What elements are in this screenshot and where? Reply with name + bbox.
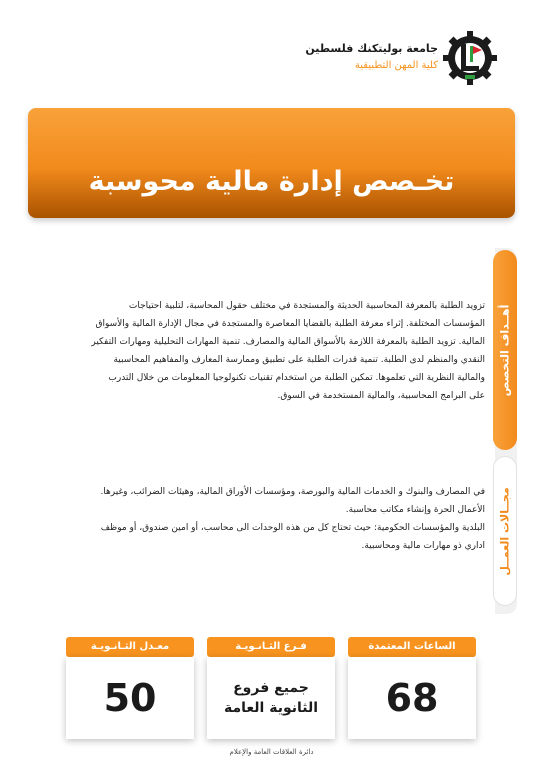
goals-line: المالية. تزويد الطلبة بالمعرفة اللازمة بالأسواق المالية والمصارف. تنمية المهارات التحليلية ومهارات التفكير xyxy=(91,337,485,347)
page-title: تخـصص إدارة مالية محوسبة xyxy=(88,166,455,197)
college-name: كلية المهن التطبيقية xyxy=(354,60,438,71)
secondary-branch-line1: جميع فروع xyxy=(233,680,309,696)
secondary-average-card xyxy=(66,657,194,739)
university-name: جامعة بوليتكنك فلسطين xyxy=(305,42,438,55)
tab-fields-label: مجــالات العمــل xyxy=(498,486,512,576)
secondary-average-value: 50 xyxy=(103,676,157,720)
goals-paragraph xyxy=(91,297,485,405)
secondary-branch-card xyxy=(207,657,335,739)
tab-goals xyxy=(493,250,517,450)
goals-line: والمالية النظرية التي تعلموها. تمكين الطلبة من استخدام تقنيات تكنولوجيا المعلومات من خلال التدرب xyxy=(108,373,485,383)
title-banner xyxy=(28,108,515,218)
credit-hours-value: 68 xyxy=(385,676,439,720)
fields-line: البلدية والمؤسسات الحكومية: حيث تحتاج كل من هذه الوحدات الى محاسب، أو امين صندوق، أو موظف xyxy=(100,523,485,533)
secondary-branch-line2: الثانوية العامة xyxy=(223,700,319,716)
goals-line: على البرامج المحاسبية، والمالية المستخدمة في السوق. xyxy=(277,391,485,401)
secondary-branch-label: فـرع الثـانـويـة xyxy=(207,637,335,657)
tab-goals-label: أهــداف التخصص xyxy=(498,304,512,396)
credit-hours-card xyxy=(348,657,476,739)
goals-line: المؤسسات المختلفة. إثراء معرفة الطلبة بالقضايا المعاصرة والمستجدة في مجال الإدارة المالية والأسواق xyxy=(95,319,485,329)
goals-line: تزويد الطلبة بالمعرفة المحاسبية الحديثة والمستجدة في مختلف حقول المحاسبة، لتلبية احتياجات xyxy=(128,301,485,311)
fields-line: اداري ذو مهارات مالية ومحاسبية. xyxy=(361,541,485,551)
tab-fields xyxy=(493,456,517,606)
secondary-average-label: معـدل الثـانـويـة xyxy=(66,637,194,657)
fields-line: في المصارف والبنوك و الخدمات المالية والبورصة، ومؤسسات الأوراق المالية، وهيئات الضرائب، وغيرها. xyxy=(100,487,485,497)
gear-logo-icon xyxy=(442,30,498,86)
fields-line: الأعمال الحرة وإنشاء مكاتب محاسبة. xyxy=(345,505,485,515)
footer-text: دائرة العلاقات العامة والإعلام xyxy=(229,748,314,756)
credit-hours-label: الساعات المعتمدة xyxy=(348,637,476,657)
fields-paragraph xyxy=(100,483,485,555)
goals-line: النقدي والمنظم لدى الطلبة. تنمية قدرات الطلبة على تطبيق وممارسة المعارف والمفاهيم المحاسبية xyxy=(113,355,485,365)
